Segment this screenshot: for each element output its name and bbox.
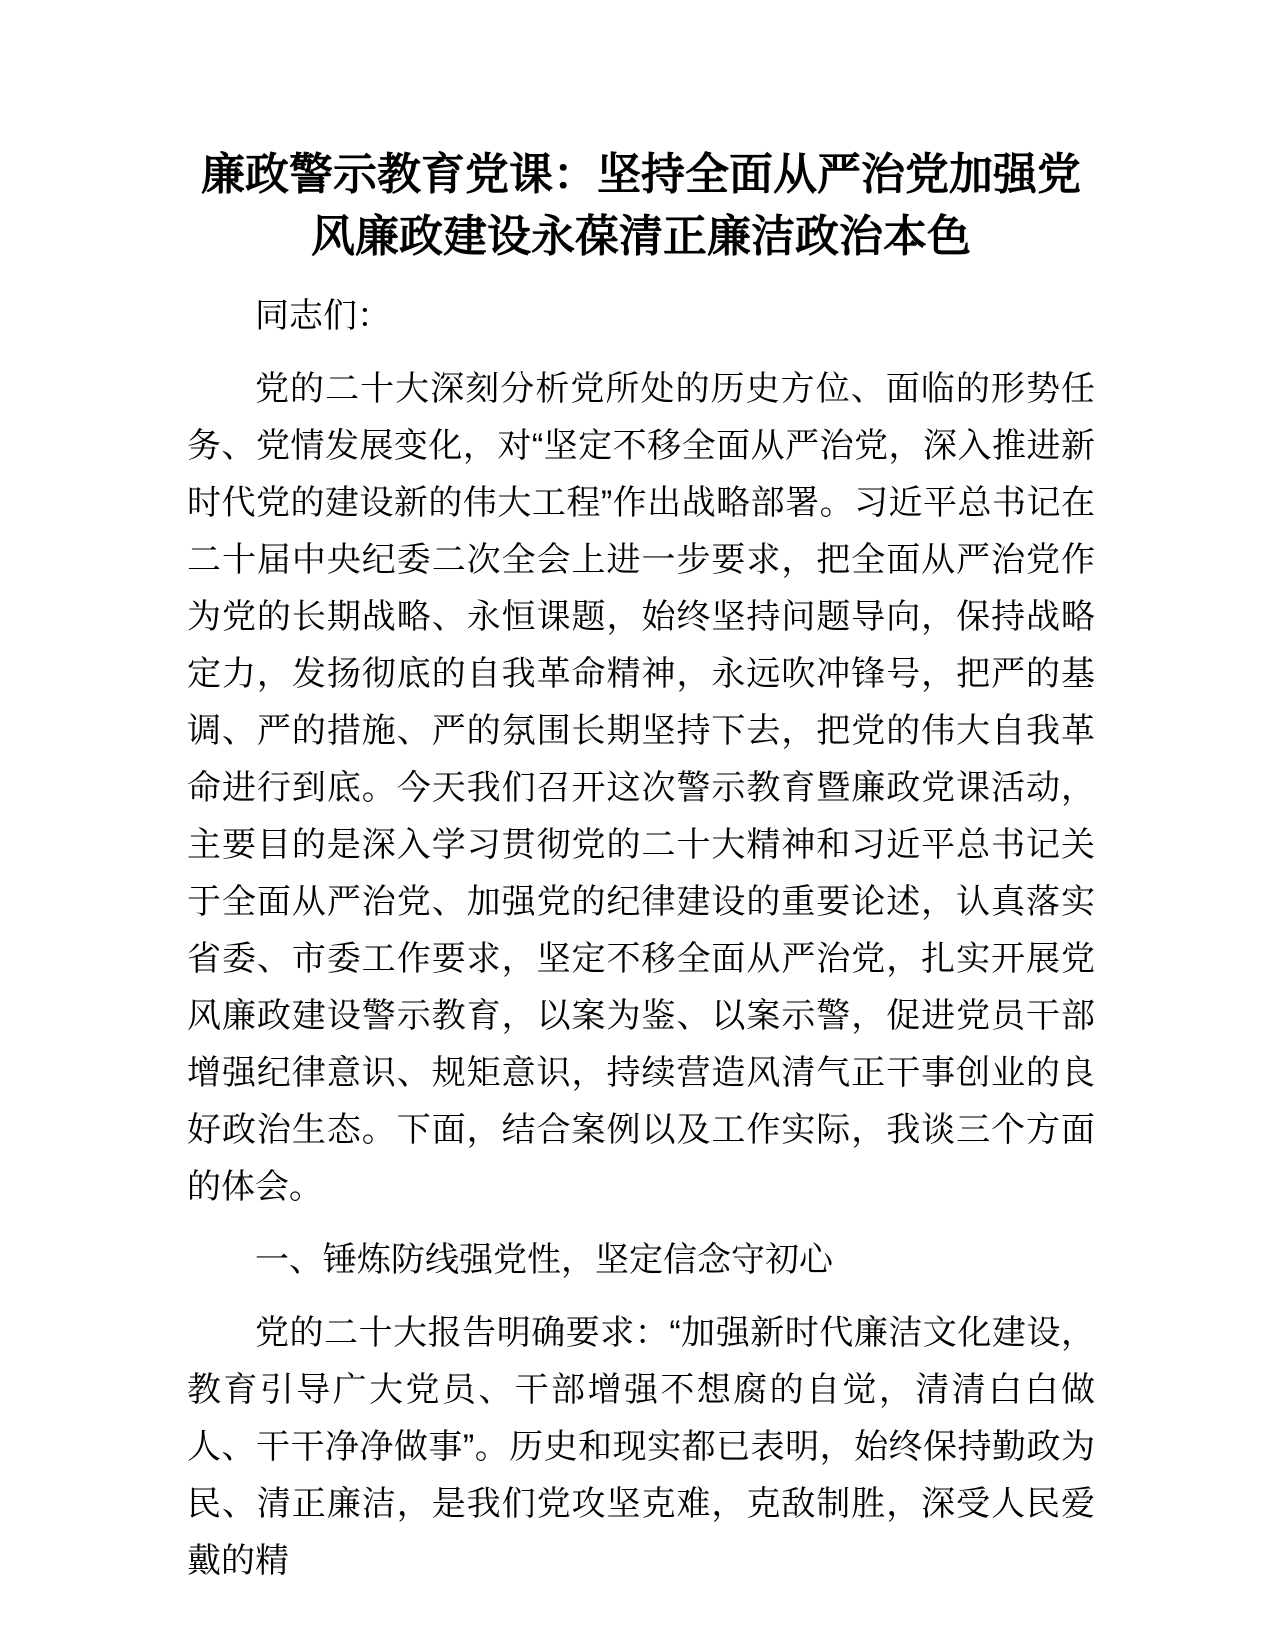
document-body: [187, 288, 1095, 1590]
body-paragraph: 同志们：: [255, 297, 391, 335]
document-title: 廉政警示教育党课：坚持全面从严治党加强党风廉政建设永葆清正廉洁政治本色: [201, 150, 1081, 261]
body-paragraph: 党的二十大报告明确要求：“加强新时代廉洁文化建设，教育引导广大党员、干部增强不想腐的自觉，清清白白做人、干干净净做事”。历史和现实都已表明，始终保持勤政为民、清正廉洁，是我们党攻坚克难，克敌制胜，深受人民爱戴的精: [187, 1314, 1095, 1580]
body-paragraph: 党的二十大深刻分析党所处的历史方位、面临的形势任务、党情发展变化，对“坚定不移全面从严治党，深入推进新时代党的建设新的伟大工程”作出战略部署。习近平总书记在二十届中央纪委二次全会上进一步要求，把全面从严治党作为党的长期战略、永恒课题，始终坚持问题导向，保持战略定力，发扬彻底的自我革命精神，永远吹冲锋号，把严的基调、严的措施、严的氛围长期坚持下去，把党的伟大自我革命进行到底。今天我们召开这次警示教育暨廉政党课活动，主要目的是深入学习贯彻党的二十大精神和习近平总书记关于全面从严治党、加强党的纪律建设的重要论述，认真落实省委、市委工作要求，坚定不移全面从严治党，扎实开展党风廉政建设警示教育，以案为鉴、以案示警，促进党员干部增强纪律意识、规矩意识，持续营造风清气正干事创业的良好政治生态。下面，结合案例以及工作实际，我谈三个方面的体会。: [187, 370, 1095, 1206]
section-heading: 一、锤炼防线强党性，坚定信念守初心: [255, 1241, 833, 1279]
